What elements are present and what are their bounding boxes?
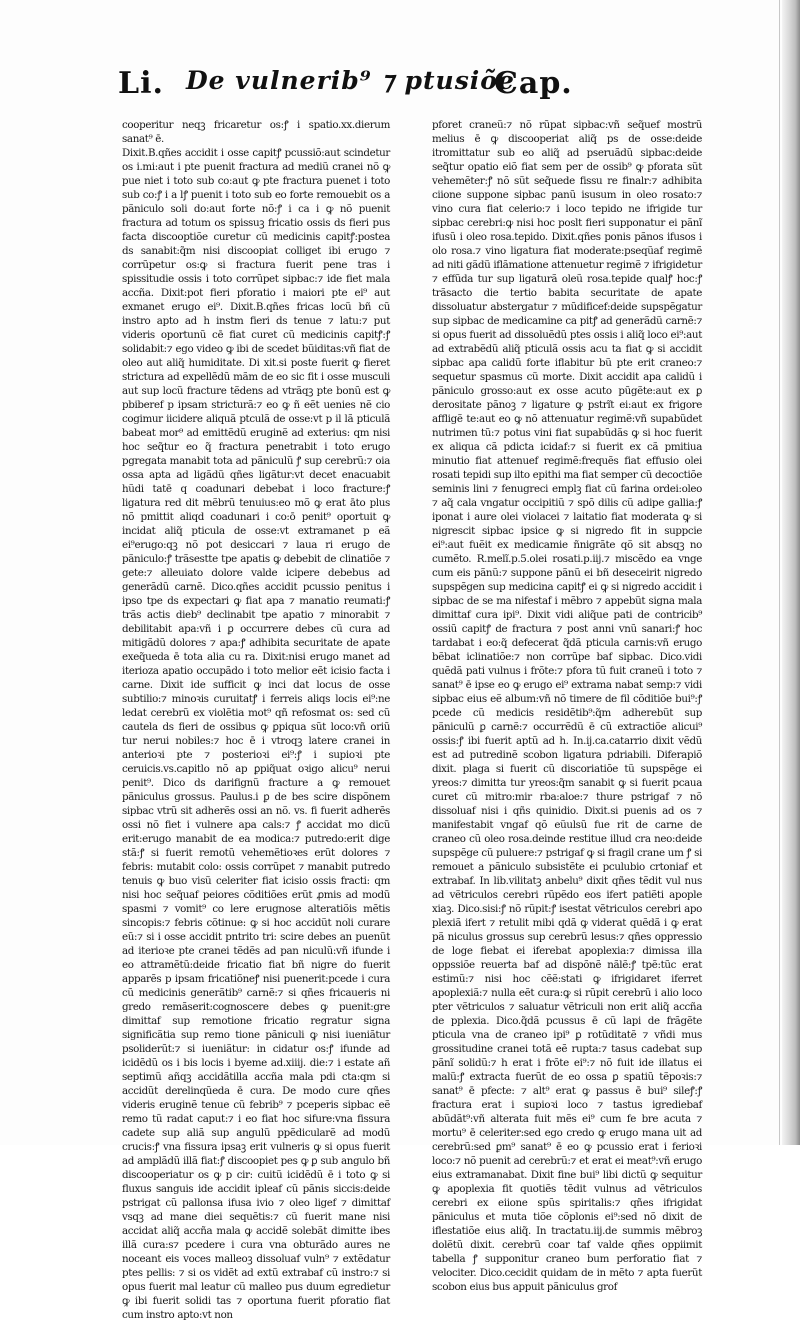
- folio-heading: Li.: [118, 66, 164, 101]
- column-text: cooperitur neqꝫ fricaretur os:ꝭ i spatio.xx.dierum sanat⁹ ē. Dixit.B.qñes accidit i osse capitꝭ pcussiõ:aut scindetur os i.mi:aut i pte puenit fractura ad mediũ cranei nõ ꝙ pue niet i toto sub co:aut ꝙ pte fractura puenet i toto sub co:ꝭ i a lꝭ puenit i toto sub eo forte remouebit os a pãniculo soli do:aut forte nõ:ꝭ i ca i ꝙ nõ puenit fractura ad totum os spissuꝫ fricatio ossis ds fieri pus facta discooptiõe curetur cũ medicinis capitꝭ:postea ds sanabit:q̃m nisi discoopiat colliget ibi erugo ⁊ corrũpetur os:ꝙ si fractura fuerit pene tras i spissitudie ossis i toto corrũpet sipbac:⁊ ide fiet mala accña. Dixit:pot fieri pforatio i maiori pte ei⁹ aut exmanet erugo ei⁹. Dixit.B.qñes fricas locũ bñ cũ instro apto ad h instm fieri ds tenue ⁊ latu:⁊ put videris oportunũ cē fiat curet cũ medicinis capitꝭ:ꝭ solidabit:⁊ ego video ꝙ ibi de scedet bũiditas:vñ fiat de oleo aut aliq̃ humiditate. Di xit.si poste fuerit ꝙ fieret strictura ad expellẽdũ mãm de eo sic fit i osse musculi aut sup locũ fracture tẽdens ad vtrãqꝫ pte bonũ est ꝙ pbiberef p ipsam stricturã:⁊ eo ꝙ ñ eẽt uenies nẽ cio cogimur iicidere aliquã ptculã de osse:vt p il lã pticulã babeat mor⁹ ad emittẽdũ eruginẽ ad exterius: qm nisi hoc seq̃tur eo q̃ fractura penetrabit i toto erugo pgregata manabit tota ad pãniculũ ꝭ sup cerebrũ:⁊ oia ossa apta ad ligãdũ qñes ligãtur:vt decet enacuabit hũdi tatē q coadunari debebat i loco fracture:ꝭ ligatura red dit mẽbrũ tenuius:eo mõ ꝙ erat āto plus nõ pmittit aliqd coadunari i co:ō penit⁹ oportuit ꝙ incidat aliq̃ pticula de osse:vt extramanet p eã ei⁹erugo:qꝫ nõ pot desiccari ⁊ laua ri erugo de pãniculo:ꝭ trãsestte tpe apatis ꝙ debebit de clinatiõe ⁊ gete:⁊ alleuiato dolore valde icipere debebus ad generãdũ carnẽ. Dico.qñes accidit pcussio penitus i ipso tpe ds expectari ꝙ fiat apa ⁊ manatio reumati:ꝭ trãs actis dieb⁹ declinabit tpe apatio ⁊ minorabit ⁊ debilitabit apa:vñ i ꝑ occurrere debes cũ cura ad mitigãdũ dolores ⁊ apa:ꝭ adhibita securitate de apate exeq̃ueda ē tota alia cu ra. Dixit:nisi erugo manet ad iterioza apatio occupãdo i toto melior eẽt icisio facta i carne. Dixit ide sufficit ꝙ inci dat locus de osse subtilio:⁊ minoꝛis curuitatꝭ i ferreis aliqs locis ei⁹:ne ledat cerebrũ ex violẽtia mot⁹ qñ refosmat os: sed cũ cautela ds fieri de ossibus ꝙ ꝑpiqua sũt loco:vñ oriũ tur nerui nobiles:⁊ hoc ē i vtroqꝫ latere cranei in anterioꝛi pte ⁊ posterioꝛi ei⁹:ꝭ i supioꝛi pte ceruicis.vs.capitlo nõ ap ꝑpiq̃uat oꝛigo alicu⁹ nerui penit⁹. Dico ds darifignũ fracture a ꝙ remouet pãniculus grossus. Paulus.i ꝑ de bes scire dispõnem sipbac vtrũ sit adherẽs ossi an nõ. vs. fi fuerit adherẽs ossi nõ fiet i vulnere apa cals:⁊ ꝭ accidat mo dicũ erit:erugo manabit de ea modica:⁊ putredo:erit dige stã:ꝭ si fuerit remotũ vehemẽtioꝛes erũt dolores ⁊ febris: mutabit colo: ossis corrũpet ⁊ manabit putredo tenuis ꝙ buo visũ celeriter fiat icisio ossis fracti: qm nisi hoc seq̃uaf peiores cõditiões erũt ꝓmis ad modũ spasmi ⁊ vomit⁹ co lere erugnose alteratiõis mẽtis sincopis:⁊ febris cõtinue: ꝙ si hoc accidũt noli curare eũ:⁊ si i osse accidit pntrito tri: scire debes an puenũt ad iterioꝛe pte cranei tẽdẽs ad pan niculũ:vñ ifunde i eo attramẽtũ:deide fricatio fiat bñ nigre do fuerit apparẽs p ipsam fricatiõneꝭ nisi puenerit:pcede i cura cũ medicinis generãtib⁹ carnẽ:⁊ si qñes fricaueris ni gredo remãserit:cognoscere debes ꝙ puenit:gre dimittaf sup remotione fricatio regratur signa significãtia sup remo tione pãniculi ꝙ nisi iueniãtur psoliderũt:⁊ si iueniãtur: in cidatur os:ꝭ ifunde ad icidẽdũ os i bis locis i byeme ad.xiiij. die:⁊ i estate añ septimũ añqꝫ accidãtilla accña mala pdi cta:qm si accidũt derelinqũeda ē cura. De modo cure qñes videris eruginẽ tenue cũ febrib⁹ ⁊ pceperis sipbac eẽ remo tũ radat caput:⁊ i eo fiat hoc sifure:vna fissura cadete sup aliã sup angulũ ppẽdicularẽ ad modũ crucis:ꝭ vna fissura ipsaꝫ erit vulneris ꝙ si opus fuerit ad amplãdũ illã fiat:ꝭ discoopiet pes ꝙ ꝑ sub angulo bñ discooperiatur os ꝙ p cir: cuitũ icidẽdũ ē i toto ꝙ si fluxus sanguis ide accidit ipleaf cũ pãnis siccis:deide pstrigat cũ pallonsa ifusa ivio ⁊ oleo ligef ⁊ dimittaf vsqꝫ ad mane diei sequẽtis:⁊ cũ fuerit mane nisi accidat aliq̃ accña mala ꝙ accidẽ solebãt dimitte ibes illã cura:s⁊ pcedere i cura vna obturãdo aures ne noceant eis voces malleoꝫ dissoluaf vuln⁹ ⁊ extẽdatur ptes pellis: ⁊ si os vidẽt ad extũ extrabaf cũ instro:⁊ si opus fuerit mal leatur cũ malleo pus duum egredietur ꝙ ibi fuerit solidi tas ⁊ oportuna fuerit pforatio fiat cum instro apto:vt non: [122, 119, 390, 1321]
- binding-shadow: [782, 0, 800, 1145]
- text-column-right: [432, 104, 702, 1293]
- binding-line: [779, 0, 780, 1145]
- chapter-heading: Cap.: [494, 66, 573, 101]
- column-text: pforet craneũ:⁊ nõ rũpat sipbac:vñ seq̃uef mostrũ melius ē ꝙ discooperiat aliq̃ ps de osse:deide itromittatur sub eo aliq̃ ad pseruãdũ sipbac:deide seq̃tur opatio eiõ fiat sem per de ossib⁹ ꝙ pforata sũt vehemẽter:ꝭ nõ sũt seq̃uede fissu re finalr:⁊ adhibita ciione suppone sipbac panũ isusum in oleo rosato:⁊ vino cura fiat celerio:⁊ i loco tepido ne ifrigide tur sipbac cerebri:ꝙ nisi hoc poslt fieri supponatur ei pãnĩ ifusũ i oleo rosa.tepido. Dixit.qñes ponis pãnos ifusos i olo rosa.⁊ vino ligatura fiat moderate:pseqũaf regimẽ ad niti gãdũ iflãmatione attenuetur regimẽ ⁊ ifrigidetur ⁊ effũda tur sup ligaturã oleũ rosa.tepide qualꝭ hoc:ꝭ trãsacto die tertio babita securitate de apate dissoluatur abstergatur ⁊ mũdificef:deide supspẽgatur sup sipbac de medicamine ca pitꝭ ad generãdũ carnẽ:⁊ si opus fuerit ad dissoluẽdũ ptes ossis i aliq̃ loco ei⁹:aut ad extrabẽdũ aliq̃ pticulã ossis acu ta fiat ꝙ si accidit sipbac apa calidũ forte iflabitur bũ pte erit craneo:⁊ sequetur spasmus cũ morte. Dixit accidit apa calidũ i pãniculo grosso:aut ex osse acuto pũgẽte:aut ex ꝑ derositate pãnoꝫ ⁊ ligature ꝙ pstrĩt ei:aut ex frigore affligẽ te:aut eo ꝙ nõ attenuatur regimẽ:vñ supabũdet nutrimen tũ:⁊ potus vini fiat supabũdãs ꝙ si hoc fuerit ex aliqua cã pdicta icidaf:⁊ si fuerit ex cã pmitiua minutio fiat attenuef regimẽ:frequẽs fiat effusio olei rosati tepidi sup ilto epithi ma fiat semper cũ decoctiõe seminis lini ⁊ fenugreci emplꝫ fiat cũ farina ordei:oleo ⁊ aq̃ cala vngatur occipitiũ ⁊ spõ dilis cũ adipe gallia:ꝭ iponat i aure olei violacei ⁊ laitatio fiat moderata ꝙ si nigrescit sipbac ipsice ꝙ si nigredo fit in suppcie ei⁹:aut fuẽit ex medicamie ñnigrãte qõ sit absqꝫ no cumẽto. R.melĩ.p.5.olei rosati.p.iij.⁊ miscẽdo ea vnge cum eis pãnũ:⁊ suppone pãnũ ei bñ deseceirit nigredo supspẽgen sup medicina capitꝭ ei ꝙ si nigredo accidit i sipbac de se ma nifestaf i mẽbro ⁊ appebũt signa mala dimittaf cura ipi⁹. Dixit vidi aliq̃ue pati de contricib⁹ ossiũ capitꝭ de fractura ⁊ post anni vnũ sanari:ꝭ hoc tardabat i eo:q̃ defecerat q̃dã pticula carnis:vñ erugo bẽbat iclinatiõe:⁊ non corrũpe baf sipbac. Dico.vidi quẽdã pati vulnus i frõte:⁊ pfora tũ fuit craneũ i toto ⁊ sanat⁹ ē ipse eo ꝙ erugo ei⁹ extrama nabat semp:⁊ vidi sipbac eius eẽ album:vñ nõ timere de fil cõditiõe bui⁹:ꝭ pcede cũ medicis residẽtib⁹:q̃m adherebũt sup pãniculũ ꝑ carnẽ:⁊ occurrẽdũ ē cũ extractiõe alicui⁹ ossis:ꝭ ibi fuerit aptũ ad h. In.ij.ca.catarrio dixit vẽdũ est ad putredinẽ scobon ligatura pdriabili. Diferapiõ dixit. plaga si fuerit cũ discoriatiõe tũ supspẽge ei yreos:⁊ dimitta tur yreos:q̃m sanabit ꝙ si fuerit pcaua curet cũ mitro:mir rba:aloe:⁊ thure pstrigaf ⁊ nõ dissoluaf nisi i qñs quinidio. Dixit.si puenis ad os ⁊ manifestabit vngaf qõ eũulsũ fue rit de carne de craneo cũ oleo rosa.deinde restitue illud cra neo:deide supspẽge cũ puluere:⁊ pstrigaf ꝙ si fragil crane um ꝭ si remouet a pãniculo subsistẽte ei pculubio crtoniaf et extrabaf. In lib.vilitatꝫ anbelu⁹ dixit qñes tẽdit vul nus ad vẽtriculos cerebri rũpẽdo eos ifert patiẽti apople xiaꝫ. Dico.sisi:ꝭ nõ rũpit:ꝭ isestat vẽtriculos cerebri apo plexiã ifert ⁊ retulit mibi qdã ꝙ viderat quẽdã i ꝙ erat pã niculus grossus sup cerebrũ lesus:⁊ qñes oppressio de loge fiebat ei iferebat apoplexia:⁊ dimissa illa oppssiõe reuerta baf ad dispõnẽ nãlẽ:ꝭ tpẽ:tũc erat estimũ:⁊ nisi hoc cẽẽ:stati ꝙ ifrigidaret iferret apoplexiã:⁊ nulla eẽt cura:ꝙ si rũpit cerebrũ i alio loco pter vẽtriculos ⁊ saluatur vẽtriculi non erit aliq̃ accña de pplexia. Dico.q̃dã pcussus ē cũ lapi de frãgẽte pticula vna de craneo ipi⁹ ꝑ rotũditatẽ ⁊ vñdi mus grossitudine cranei totã eẽ rupta:⁊ tasus cadebat sup pãnĩ solidũ:⁊ h erat i frõte ei⁹:⁊ nõ fuit ide illatus ei malũ:ꝭ extracta fuerũt de eo ossa ꝑ spatiũ tẽpoꝛis:⁊ sanat⁹ ē pfecte: ⁊ alt⁹ erat ꝙ passus ē bui⁹ sileꝭ:ꝭ fractura erat i supioꝛi loco ⁊ tastus igrediebaf abũdãt⁹:vñ alterata fuit mẽs ei⁹ cum fe bre acuta ⁊ mortu⁹ ē celeriter:sed ego credo ꝙ erugo mana uit ad cerebrũ:sed ꝑm⁹ sanat⁹ ē eo ꝙ pcussio erat i ferioꝛi loco:⁊ nõ puenit ad cerebrũ:⁊ et erat ei meat⁹:vñ erugo eius extramanabat. Dixit fine bui⁹ libi dictũ ꝙ sequitur ꝙ apoplexia fit quotiẽs tẽdit vulnus ad vẽtriculos cerebri ex eiione spũs spiritalis:⁊ qñes ifrigidat pãniculus et muta tiõe cõplonis ei⁹:sed nõ dixit de iflestatiõe eius aliq̃. In tractatu.iij.de summis mẽbroꝫ dolẽtũ dixit. cerebrũ coar taf valde qñes oppiimit tabella ꝭ supponitur craneo bum perforatio fiat ⁊ velociter. Dico.cecidit quidam de in mẽto ⁊ apta fuerũt scobon eius bus appuit pãniculus grof: [432, 119, 702, 1293]
- text-column-left: [122, 104, 390, 1321]
- running-title: De vulnerib⁹ ⁊ ptusiõe: [186, 66, 515, 95]
